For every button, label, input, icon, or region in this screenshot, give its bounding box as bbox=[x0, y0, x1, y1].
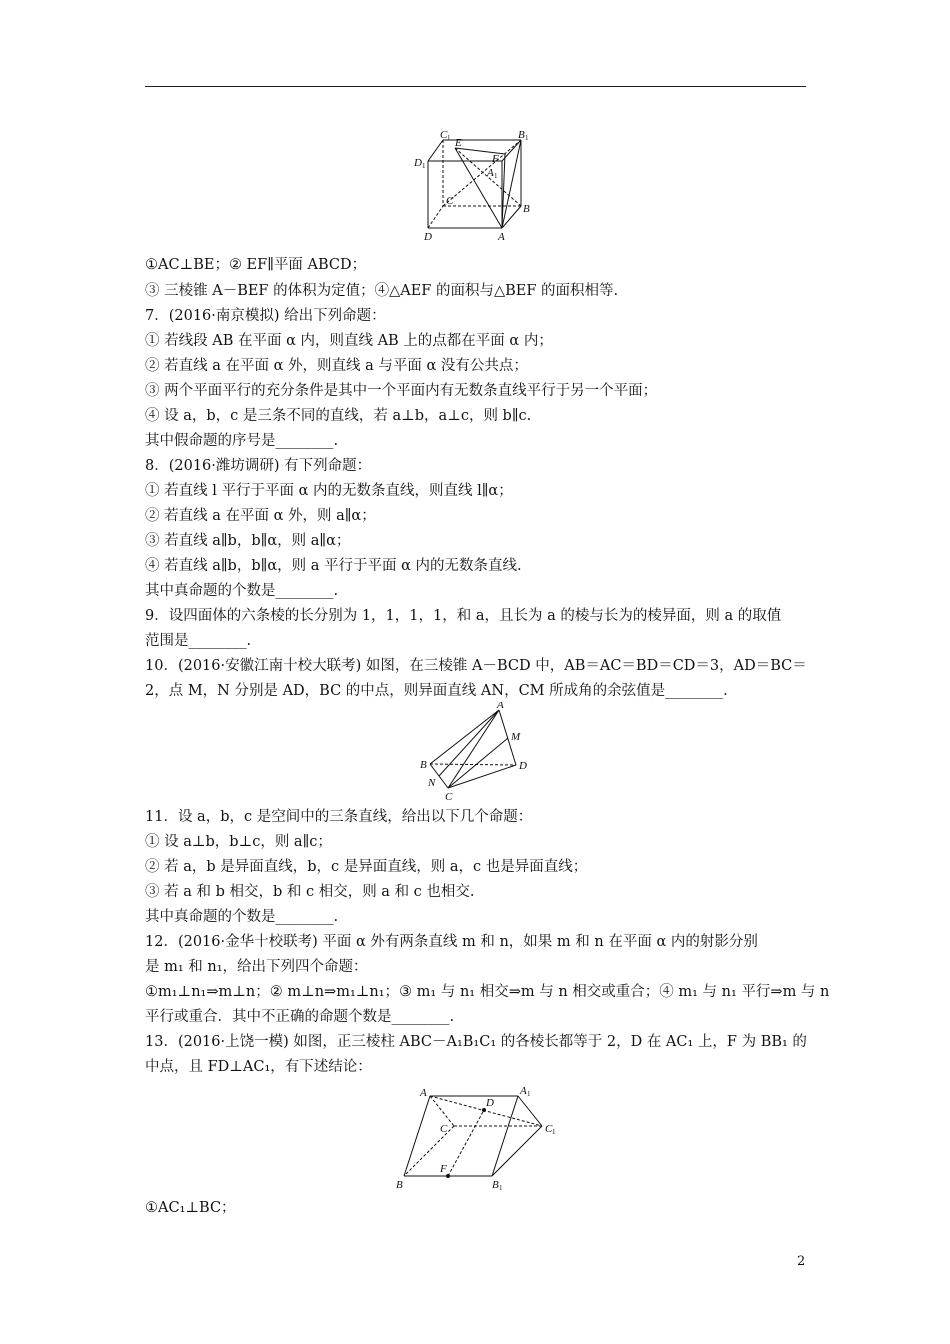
text-line: ② 若直线 a 在平面 α 外，则直线 a 与平面 α 没有公共点； bbox=[145, 358, 528, 374]
cube-label-E: E bbox=[455, 137, 462, 149]
tetra-label-C: C bbox=[445, 791, 453, 803]
cube-label-C: C bbox=[446, 195, 454, 207]
prism-label-F: F bbox=[440, 1163, 447, 1175]
prism-sub-A1: 1 bbox=[527, 1090, 531, 1098]
cube-label-B1: B bbox=[518, 129, 525, 141]
tetra-label-B: B bbox=[420, 759, 427, 771]
prism-label-A: A bbox=[420, 1087, 427, 1099]
text-line: 10．(2016·安徽江南十校大联考) 如图，在三棱锥 A－BCD 中，AB＝AC＝BD＝CD＝3，AD＝BC＝ bbox=[145, 658, 807, 674]
text-line: ① 若直线 l 平行于平面 α 内的无数条直线，则直线 l∥α； bbox=[145, 483, 513, 499]
text-line: 中点，且 FD⊥AC₁，有下述结论： bbox=[145, 1059, 372, 1075]
prism-sub-B1: 1 bbox=[499, 1184, 503, 1192]
text-line: 7．(2016·南京模拟) 给出下列命题： bbox=[145, 308, 386, 324]
tetra-label-N: N bbox=[428, 777, 436, 789]
tetra-label-D: D bbox=[519, 760, 527, 772]
text-line: ④ 设 a，b，c 是三条不同的直线，若 a⊥b，a⊥c，则 b∥c. bbox=[145, 408, 532, 424]
prism-label-D: D bbox=[486, 1097, 494, 1109]
text-line: 范围是________. bbox=[145, 633, 252, 649]
cube-sub-B1: 1 bbox=[525, 134, 529, 142]
cube-sub-C1: 1 bbox=[447, 134, 451, 142]
prism-label-C1: C bbox=[545, 1123, 553, 1135]
text-line: ① 若线段 AB 在平面 α 内，则直线 AB 上的点都在平面 α 内； bbox=[145, 333, 553, 349]
text-line: 8．(2016·潍坊调研) 有下列命题： bbox=[145, 458, 372, 474]
tetra-label-M: M bbox=[511, 731, 521, 743]
page-number: 2 bbox=[797, 1254, 806, 1269]
cube-sub-A1: 1 bbox=[494, 172, 498, 180]
text-line: ③ 若 a 和 b 相交，b 和 c 相交，则 a 和 c 也相交. bbox=[145, 884, 475, 900]
text-line: 11．设 a，b，c 是空间中的三条直线，给出以下几个命题： bbox=[145, 809, 533, 825]
text-line: 其中假命题的序号是________. bbox=[145, 433, 339, 449]
cube-label-D: D bbox=[424, 231, 432, 243]
prism-label-B: B bbox=[396, 1179, 403, 1191]
prism-label-C: C bbox=[440, 1123, 448, 1135]
text-line: ①m₁⊥n₁⇒m⊥n；② m⊥n⇒m₁⊥n₁；③ m₁ 与 n₁ 相交⇒m 与 n 相交或重合；④ m₁ 与 n₁ 平行⇒m 与 n bbox=[145, 984, 830, 1000]
cube-label-A1: A bbox=[487, 167, 494, 179]
cube-label-D1: D bbox=[414, 157, 422, 169]
text-line: 其中真命题的个数是________. bbox=[145, 909, 339, 925]
text-line: ③ 三棱锥 A－BEF 的体积为定值；④△AEF 的面积与△BEF 的面积相等. bbox=[145, 283, 619, 299]
text-line: ② 若 a，b 是异面直线，b，c 是异面直线，则 a，c 也是异面直线； bbox=[145, 859, 588, 875]
text-line: 平行或重合．其中不正确的命题个数是________. bbox=[145, 1009, 455, 1025]
prism-label-A1: A bbox=[520, 1085, 527, 1097]
prism-label-B1: B bbox=[492, 1179, 499, 1191]
text-line: 是 m₁ 和 n₁，给出下列四个命题： bbox=[145, 959, 368, 975]
text-line: ①AC⊥BE；② EF∥平面 ABCD； bbox=[145, 257, 367, 273]
cube-sub-D1: 1 bbox=[422, 162, 426, 170]
tetra-label-A: A bbox=[497, 702, 504, 711]
text-line: ④ 若直线 a∥b，b∥α，则 a 平行于平面 α 内的无数条直线. bbox=[145, 558, 522, 574]
text-line: ③ 两个平面平行的充分条件是其中一个平面内有无数条直线平行于另一个平面； bbox=[145, 383, 658, 399]
header-rule bbox=[145, 86, 806, 87]
text-line: 12．(2016·金华十校联考) 平面 α 外有两条直线 m 和 n，如果 m 和 n 在平面 α 内的射影分别 bbox=[145, 934, 758, 950]
cube-figure bbox=[410, 128, 540, 246]
cube-label-F: F bbox=[492, 153, 499, 165]
text-line: ①AC₁⊥BC； bbox=[145, 1200, 236, 1216]
cube-label-B: B bbox=[523, 203, 530, 215]
text-line: 9．设四面体的六条棱的长分别为 1，1，1，1，和 a，且长为 a 的棱与长为的棱异面，则 a 的取值 bbox=[145, 608, 782, 624]
text-line: 13．(2016·上饶一模) 如图，正三棱柱 ABC－A₁B₁C₁ 的各棱长都等于 2，D 在 AC₁ 上，F 为 BB₁ 的 bbox=[145, 1034, 807, 1050]
prism-sub-C1: 1 bbox=[552, 1128, 556, 1136]
text-line: ② 若直线 a 在平面 α 外，则 a∥α； bbox=[145, 508, 376, 524]
tetrahedron-figure bbox=[417, 702, 537, 804]
cube-label-C1: C bbox=[440, 129, 448, 141]
cube-label-A: A bbox=[498, 231, 505, 243]
text-line: ① 设 a⊥b，b⊥c，则 a∥c； bbox=[145, 834, 332, 850]
text-line: ③ 若直线 a∥b，b∥α，则 a∥α； bbox=[145, 533, 351, 549]
prism-figure bbox=[392, 1084, 562, 1192]
text-line: 2，点 M，N 分别是 AD，BC 的中点，则异面直线 AN，CM 所成角的余弦值是________. bbox=[145, 683, 728, 699]
text-line: 其中真命题的个数是________. bbox=[145, 583, 339, 599]
